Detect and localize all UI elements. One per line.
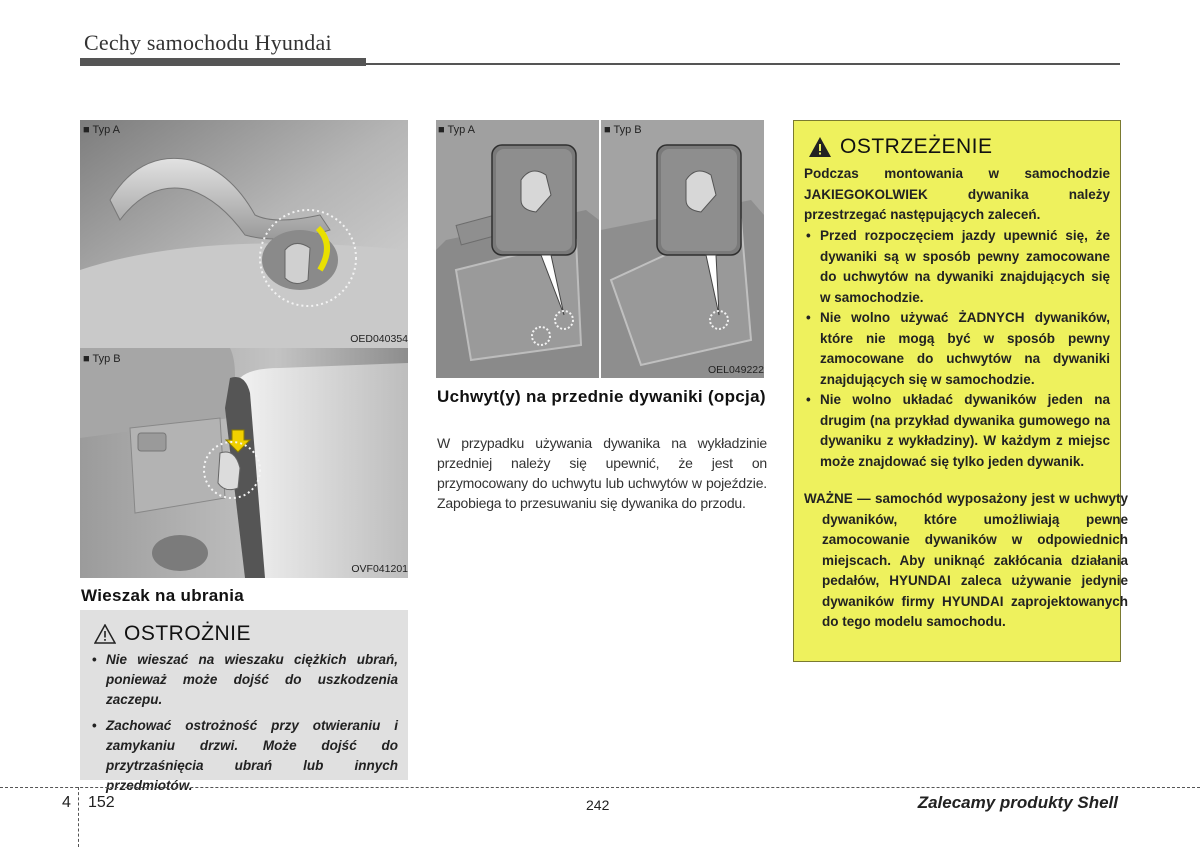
hanger-type-a-photo <box>80 120 408 348</box>
caution-triangle-icon <box>94 624 116 644</box>
page-header-title: Cechy samochodu Hyundai <box>84 30 332 55</box>
figure-code: OEL049222 <box>707 364 764 376</box>
warning-list <box>804 226 1110 472</box>
floor-section-body: W przypadku używania dywanika na wykładzinie przedniej należy się upewnić, że jest on przymocowany do uchwytu lub uchwytów w pojeździe. Zapobiega to przesuwaniu się dywanika do przodu. <box>437 435 767 511</box>
floor-section-title: Uchwyt(y) na przednie dywaniki (opcja) <box>437 387 766 406</box>
warning-item: • Przed rozpoczęciem jazdy upewnić się, że dywaniki są w sposób pewny zamocowane do uchwytów na dywaniki znajdujących się w samochodzie. <box>804 226 1110 308</box>
floor-mat-type-b-photo <box>601 120 764 378</box>
caution-list <box>92 650 398 802</box>
footer-shell-text: Zalecamy produkty Shell <box>917 793 1118 812</box>
figure-code: OED040354 <box>350 333 408 345</box>
figure-label: ■ Typ B <box>604 124 642 136</box>
footer-page-number: 152 <box>88 794 115 811</box>
warning-important-note: WAŻNE — samochód wyposażony jest w uchwyty dywaników, które umożliwiają pewne zamocowanie dywaników w odpowiednich miejscach. Aby uniknąć zakłócania działania pedałów, HYUNDAI zaleca używanie jedynie dywaników firmy HYUNDAI zaprojektowanych do tego modelu samochodu. <box>804 491 1128 629</box>
figure-label: ■ Typ A <box>438 124 476 136</box>
footer-divider <box>78 787 79 847</box>
warning-item: • Nie wolno używać ŻADNYCH dywaników, które nie mogą być w sposób pewny zamocowane do uchwytów na dywaniki znajdujących się w samochodzie. <box>804 308 1110 390</box>
header-rule <box>366 63 1120 65</box>
caution-title <box>94 622 251 646</box>
warning-title-text: OSTRZEŻENIE <box>840 135 993 158</box>
warning-box <box>793 120 1128 662</box>
hanger-section-title: Wieszak na ubrania <box>81 586 245 605</box>
warning-title <box>808 135 993 159</box>
hanger-type-b-photo <box>80 348 408 578</box>
warning-intro: Podczas montowania w samochodzie JAKIEGOKOLWIEK dywanika należy przestrzegać następujących zaleceń. <box>804 166 1110 222</box>
figure-code: OVF041201 <box>351 563 408 575</box>
caution-item: • Nie wieszać na wieszaku ciężkich ubrań, ponieważ może dojść do uszkodzenia zaczepu. <box>92 650 398 710</box>
warning-item: • Nie wolno układać dywaników jeden na drugim (na przykład dywanika gumowego na dywaniku z wykładziny). W każdym z miejsc może znajdować się tylko jeden dywanik. <box>804 390 1110 472</box>
caution-item: • Zachować ostrożność przy otwieraniu i zamykaniu drzwi. Może dojść do przytrzaśnięcia ubrań lub innych przedmiotów. <box>92 716 398 796</box>
figure-label: ■ Typ B <box>83 353 121 365</box>
caution-box <box>80 610 408 793</box>
footer-chapter-number: 4 <box>62 794 71 811</box>
warning-triangle-icon <box>808 136 832 158</box>
footer-rule <box>0 787 1200 788</box>
floor-mat-type-a-photo <box>436 120 599 378</box>
figure-label: ■ Typ A <box>83 124 121 136</box>
footer-center-number: 242 <box>586 797 610 813</box>
header-bar <box>80 58 366 66</box>
caution-title-text: OSTROŻNIE <box>124 622 252 645</box>
